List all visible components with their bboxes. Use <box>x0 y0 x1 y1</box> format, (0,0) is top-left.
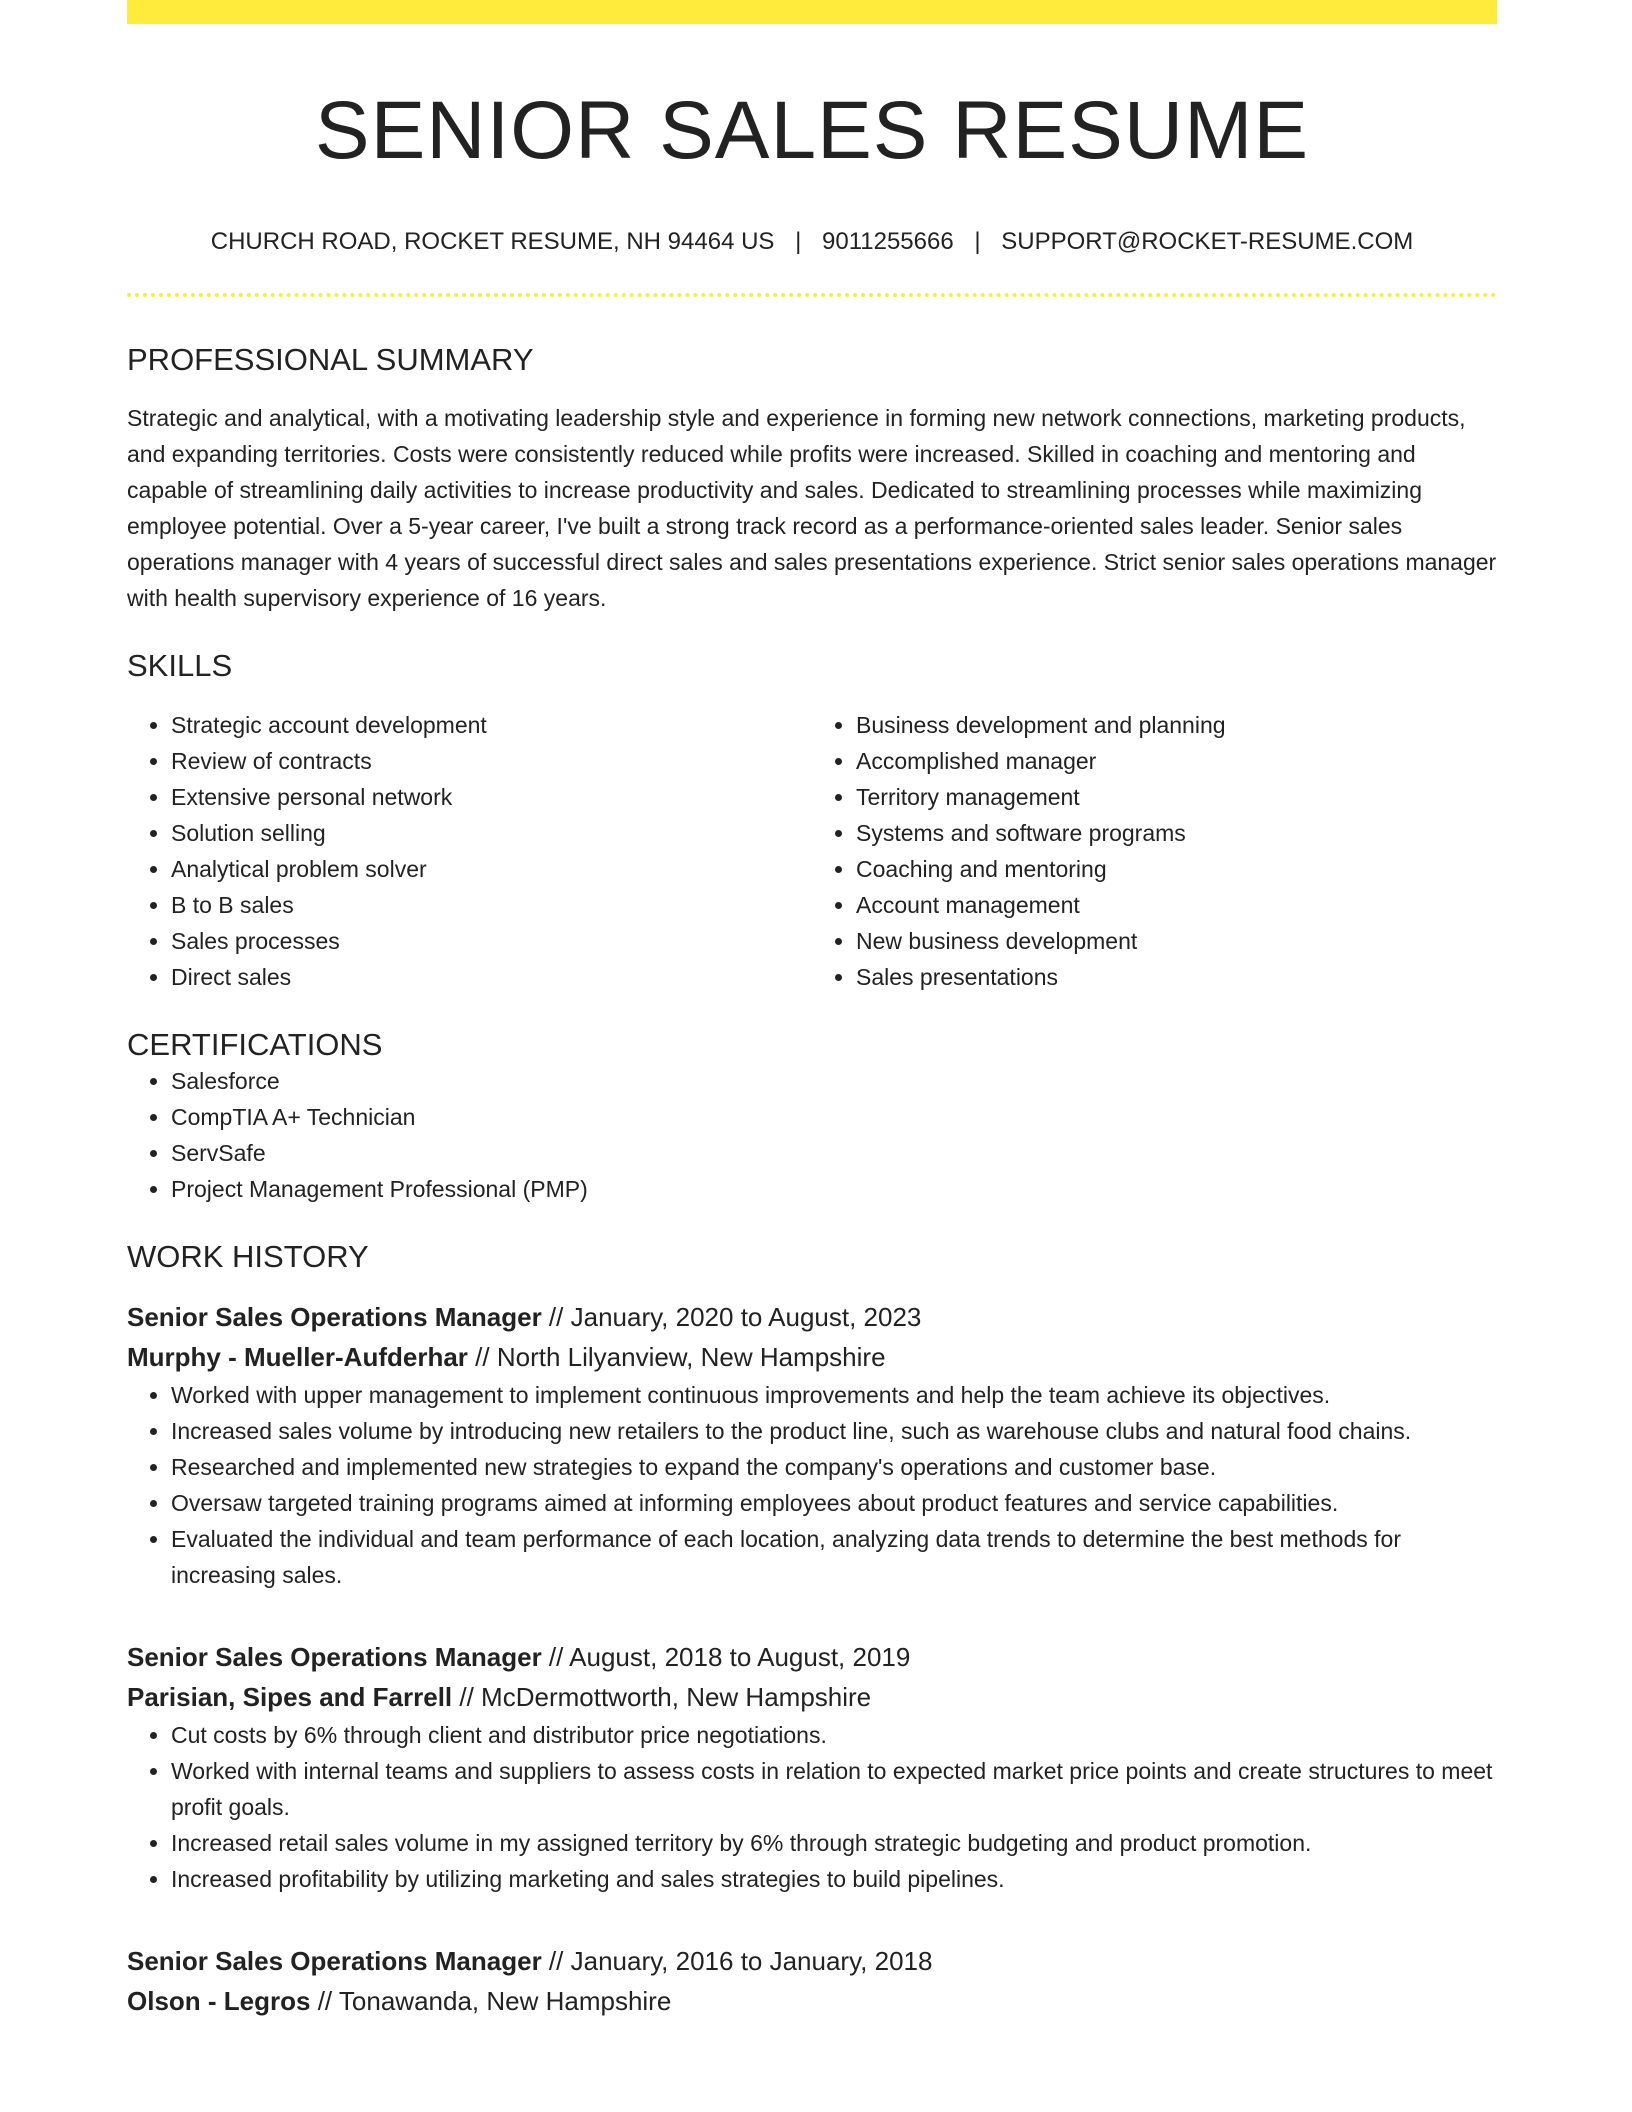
certification-item: • ServSafe <box>171 1135 1497 1171</box>
contact-phone: 9011255666 <box>822 228 954 256</box>
top-accent-bar <box>127 0 1497 24</box>
job-bullets <box>127 1717 1497 1897</box>
job-company-line <box>127 1337 1497 1377</box>
skill-item: • Solution selling <box>171 815 812 851</box>
contact-email: SUPPORT@ROCKET-RESUME.COM <box>1001 228 1414 256</box>
skill-item: • Accomplished manager <box>856 743 1497 779</box>
skill-item: • Extensive personal network <box>171 779 812 815</box>
job-dates: August, 2018 to August, 2019 <box>569 1641 911 1672</box>
job-entry <box>127 1297 1497 1593</box>
header-divider <box>127 293 1497 297</box>
skills-left-list <box>127 707 812 995</box>
skills-heading: SKILLS <box>127 648 233 684</box>
skill-item: • Review of contracts <box>171 743 812 779</box>
skill-item: • Coaching and mentoring <box>856 851 1497 887</box>
job-bullet: • Increased retail sales volume in my assigned territory by 6% through strategic budgeting and product promotion. <box>171 1825 1497 1861</box>
job-role-line <box>127 1637 1497 1677</box>
contact-separator: | <box>974 228 981 256</box>
job-role: Senior Sales Operations Manager <box>127 1945 542 1976</box>
summary-text: Strategic and analytical, with a motivating leadership style and experience in forming new network connections, marketing products, and expanding territories. Costs were consistently reduced while profits were increased. Skilled in coaching and mentoring and capable of streamlining daily activities to increase productivity and sales. Dedicated to streamlining processes while maximizing employee potential. Over a 5-year career, I've built a strong track record as a performance-oriented sales leader. Senior sales operations manager with 4 years of successful direct sales and sales presentations experience. Strict senior sales operations manager with health supervisory experience of 16 years. <box>127 405 1497 612</box>
skill-item: • Sales processes <box>171 923 812 959</box>
work-history-heading: WORK HISTORY <box>127 1238 369 1274</box>
skill-item: • Analytical problem solver <box>171 851 812 887</box>
job-delimiter: // <box>541 1945 571 1976</box>
job-company: Murphy - Mueller-Aufderhar <box>127 1341 468 1372</box>
skill-item: • New business development <box>856 923 1497 959</box>
job-delimiter: // <box>310 1985 339 2016</box>
job-delimiter: // <box>467 1341 497 1372</box>
job-delimiter: // <box>541 1641 570 1672</box>
contact-address: CHURCH ROAD, ROCKET RESUME, NH 94464 US <box>210 228 775 256</box>
certifications-heading: CERTIFICATIONS <box>127 1026 383 1062</box>
skills-columns <box>127 707 1497 995</box>
skill-item: • Territory management <box>856 779 1497 815</box>
contact-line <box>127 228 1497 257</box>
job-bullets <box>127 1377 1497 1593</box>
certifications-list <box>127 1063 1497 1207</box>
skills-right-list <box>812 707 1497 995</box>
job-role-line <box>127 1297 1497 1337</box>
job-delimiter: // <box>452 1681 482 1712</box>
job-role-line <box>127 1941 1497 1981</box>
job-bullet: • Evaluated the individual and team performance of each location, analyzing data trends to determine the best methods for increasing sales. <box>171 1521 1497 1593</box>
summary-heading: PROFESSIONAL SUMMARY <box>127 342 534 378</box>
skill-item: • Sales presentations <box>856 959 1497 995</box>
resume-title: SENIOR SALES RESUME <box>314 85 1310 176</box>
skill-item: • B to B sales <box>171 887 812 923</box>
job-entry <box>127 1941 1497 2021</box>
job-company: Parisian, Sipes and Farrell <box>127 1681 453 1712</box>
job-bullet: • Cut costs by 6% through client and distributor price negotiations. <box>171 1717 1497 1753</box>
work-history-section <box>127 1238 1497 2021</box>
skill-item: • Direct sales <box>171 959 812 995</box>
job-bullet: • Increased profitability by utilizing marketing and sales strategies to build pipelines. <box>171 1861 1497 1897</box>
job-dates: January, 2016 to January, 2018 <box>570 1945 933 1976</box>
skill-item: • Business development and planning <box>856 707 1497 743</box>
skills-section <box>127 647 1497 994</box>
job-bullet: • Increased sales volume by introducing new retailers to the product line, such as warehouse clubs and natural food chains. <box>171 1413 1497 1449</box>
job-bullet: • Worked with internal teams and suppliers to assess costs in relation to expected market price points and create structures to meet profit goals. <box>171 1753 1497 1825</box>
certification-item: • CompTIA A+ Technician <box>171 1099 1497 1135</box>
resume-page <box>127 0 1497 2021</box>
job-dates: January, 2020 to August, 2023 <box>570 1301 922 1332</box>
job-location: North Lilyanview, New Hampshire <box>496 1341 886 1372</box>
job-role: Senior Sales Operations Manager <box>127 1641 542 1672</box>
certification-item: • Salesforce <box>171 1063 1497 1099</box>
job-role: Senior Sales Operations Manager <box>127 1301 542 1332</box>
job-entry <box>127 1637 1497 1897</box>
skill-item: • Account management <box>856 887 1497 923</box>
job-delimiter: // <box>541 1301 571 1332</box>
job-bullet: • Worked with upper management to implement continuous improvements and help the team achieve its objectives. <box>171 1377 1497 1413</box>
job-company-line <box>127 1981 1497 2021</box>
job-location: McDermottworth, New Hampshire <box>481 1681 872 1712</box>
job-company-line <box>127 1677 1497 1717</box>
certifications-section <box>127 1026 1497 1207</box>
job-bullet: • Oversaw targeted training programs aimed at informing employees about product features and service capabilities. <box>171 1485 1497 1521</box>
contact-separator: | <box>795 228 802 256</box>
job-location: Tonawanda, New Hampshire <box>338 1985 672 2016</box>
skill-item: • Systems and software programs <box>856 815 1497 851</box>
skill-item: • Strategic account development <box>171 707 812 743</box>
summary-section <box>127 341 1497 616</box>
job-bullet: • Researched and implemented new strategies to expand the company's operations and customer base. <box>171 1449 1497 1485</box>
certification-item: • Project Management Professional (PMP) <box>171 1171 1497 1207</box>
job-company: Olson - Legros <box>127 1985 311 2016</box>
